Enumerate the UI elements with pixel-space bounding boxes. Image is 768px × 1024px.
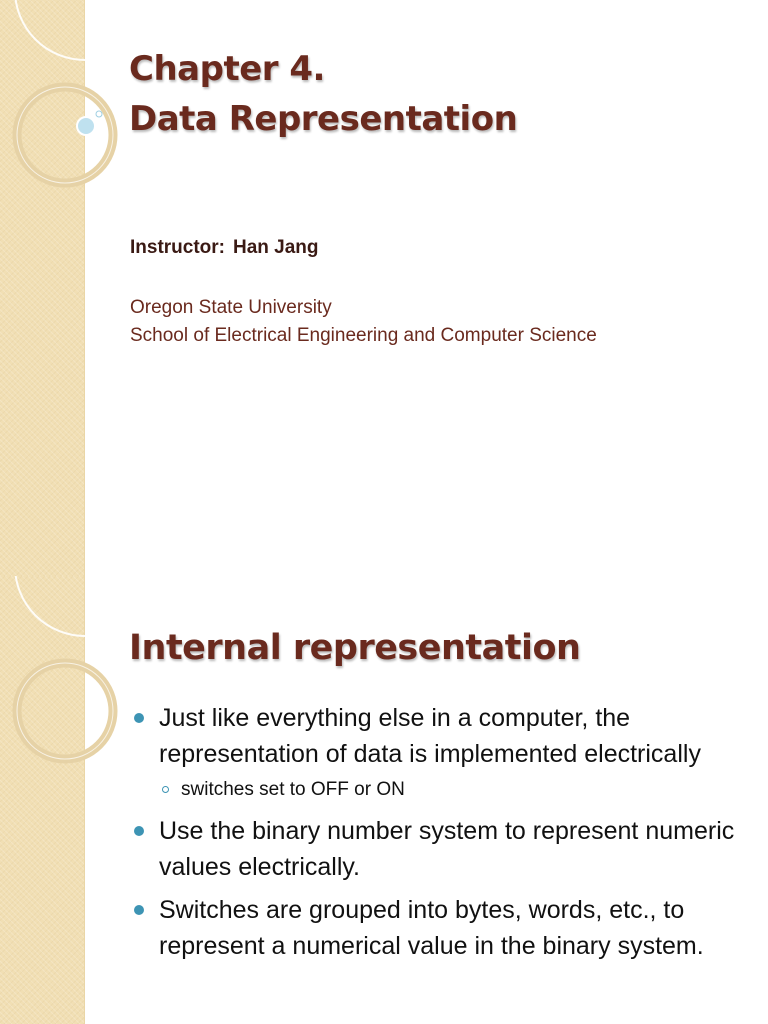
sub-bullet-ring-icon: [162, 786, 169, 793]
bullet-text: Switches are grouped into bytes, words, etc., to represent a numerical value in the binary system.: [159, 896, 704, 960]
circle-ornament-icon: [0, 0, 140, 200]
bullet-dot-icon: [134, 905, 144, 915]
slide-2-title: Internal representation: [129, 628, 581, 668]
bullet-text: Use the binary number system to represent numeric values electrically.: [159, 817, 735, 881]
list-item: [133, 813, 743, 885]
instructor-name: Han Jang: [233, 237, 319, 258]
slide-title-heading: [129, 44, 517, 144]
list-item-sub: [133, 777, 743, 803]
title-line-1: Chapter 4.: [129, 49, 325, 89]
title-line-2: Data Representation: [129, 99, 518, 139]
bullet-dot-icon: [134, 826, 144, 836]
bullet-dot-icon: [134, 713, 144, 723]
affiliation: [130, 294, 597, 350]
list-item: [133, 700, 743, 772]
university-name: Oregon State University: [130, 297, 332, 318]
list-item: [133, 892, 743, 964]
instructor-line: [130, 237, 319, 259]
bullet-text: switches set to OFF or ON: [181, 779, 405, 800]
circle-ornament-icon: [0, 576, 140, 776]
instructor-label: Instructor:: [130, 237, 225, 258]
school-name: School of Electrical Engineering and Computer Science: [130, 325, 597, 346]
bullet-text: Just like everything else in a computer, the representation of data is implemented electrically: [159, 704, 701, 768]
bullet-list: [133, 700, 743, 971]
